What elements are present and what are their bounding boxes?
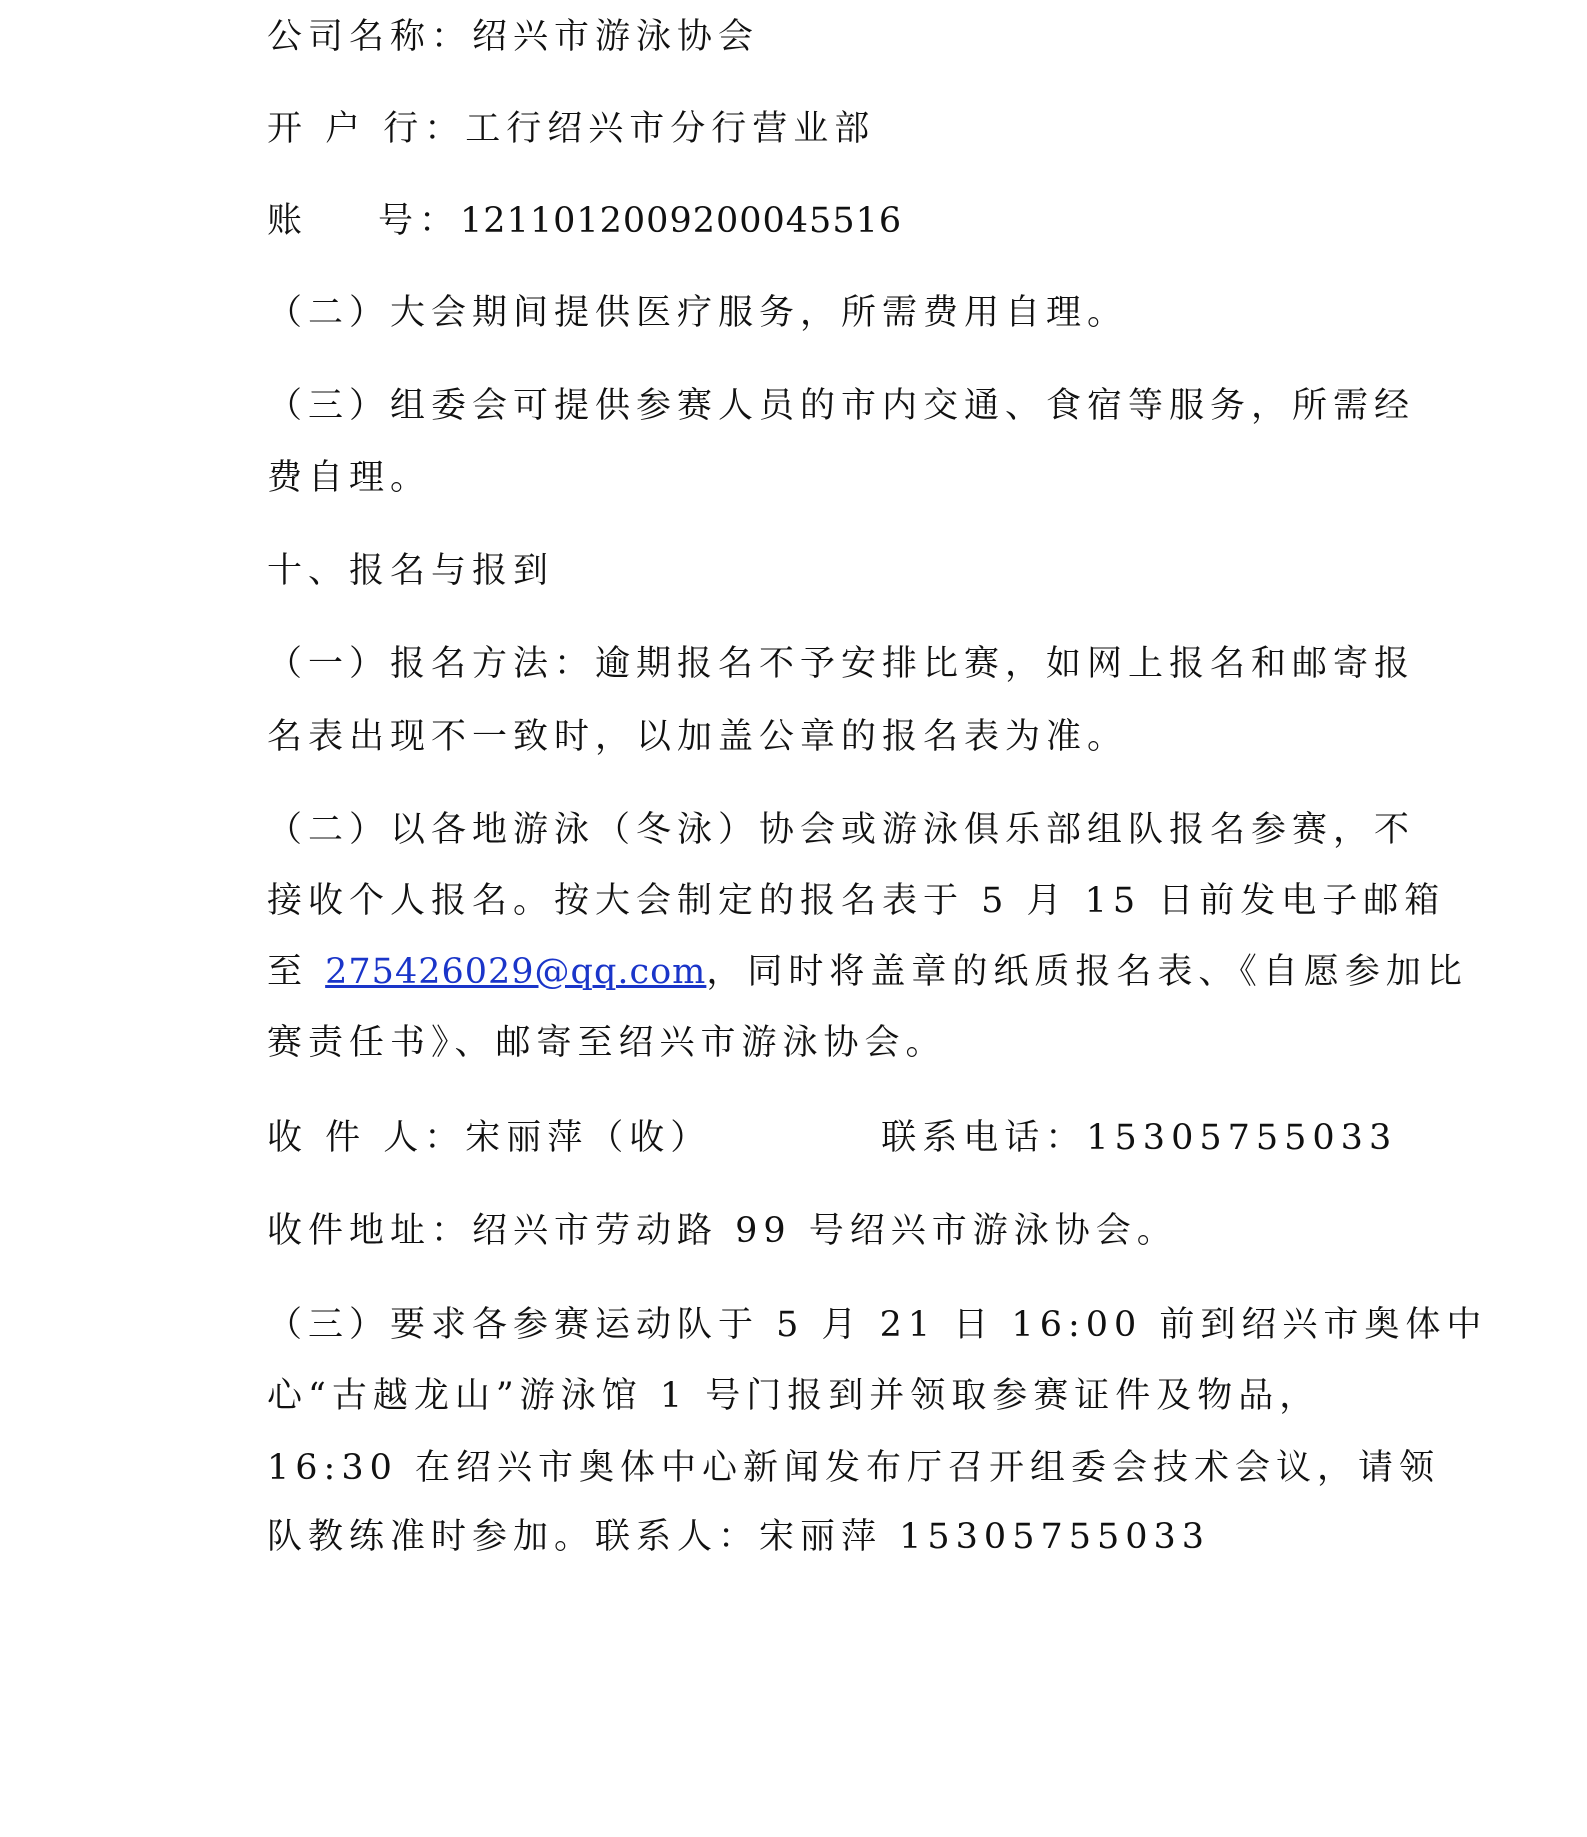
- phone-text: 联系电话：15305755033: [881, 1118, 1398, 1158]
- team-line-3: [267, 952, 1468, 992]
- account-line: [267, 201, 903, 241]
- team-line-4: 赛责任书》、邮寄至绍兴市游泳协会。: [267, 1023, 947, 1063]
- medical-service-line: （二）大会期间提供医疗服务，所需费用自理。: [267, 293, 1129, 333]
- method-line-2: 名表出现不一致时，以加盖公章的报名表为准。: [267, 717, 1129, 757]
- checkin-line-2: 心“古越龙山”游泳馆 1 号门报到并领取参赛证件及物品，: [267, 1376, 1321, 1416]
- bank-value: 工行绍兴市分行营业部: [465, 109, 876, 149]
- checkin-line-3: 16:30 在绍兴市奥体中心新闻发布厅召开组委会技术会议，请领: [267, 1448, 1440, 1488]
- team-line-1: （二）以各地游泳（冬泳）协会或游泳俱乐部组队报名参赛，不: [267, 810, 1416, 850]
- checkin-line-1: （三）要求各参赛运动队于 5 月 21 日 16:00 前到绍兴市奥体中: [267, 1305, 1488, 1345]
- bank-label: 开 户 行：: [267, 109, 466, 149]
- team-line-2: 接收个人报名。按大会制定的报名表于 5 月 15 日前发电子邮箱: [267, 881, 1446, 921]
- account-label: 账: [267, 201, 309, 241]
- address-line: 收件地址：绍兴市劳动路 99 号绍兴市游泳协会。: [267, 1211, 1178, 1251]
- bank-line: [267, 109, 876, 149]
- company-name-line: 公司名称：绍兴市游泳协会: [267, 17, 760, 57]
- checkin-line-4: 队教练准时参加。联系人：宋丽萍 15305755033: [267, 1517, 1211, 1557]
- email-link[interactable]: 275426029@qq.com: [325, 952, 707, 992]
- team-line-3-suffix: ，同时将盖章的纸质报名表、《自愿参加比: [706, 952, 1468, 992]
- account-number: 1211012009200045516: [460, 201, 903, 241]
- transport-line-2: 费自理。: [267, 458, 432, 498]
- recipient-line: [267, 1118, 1398, 1158]
- account-label-end: 号：: [378, 201, 461, 241]
- recipient-text: 收 件 人：宋丽萍（收）: [267, 1118, 712, 1158]
- section-heading: 十、报名与报到: [267, 551, 555, 591]
- method-line-1: （一）报名方法：逾期报名不予安排比赛，如网上报名和邮寄报: [267, 644, 1416, 684]
- team-line-3-prefix: 至: [267, 952, 326, 992]
- transport-line-1: （三）组委会可提供参赛人员的市内交通、食宿等服务，所需经: [267, 386, 1416, 426]
